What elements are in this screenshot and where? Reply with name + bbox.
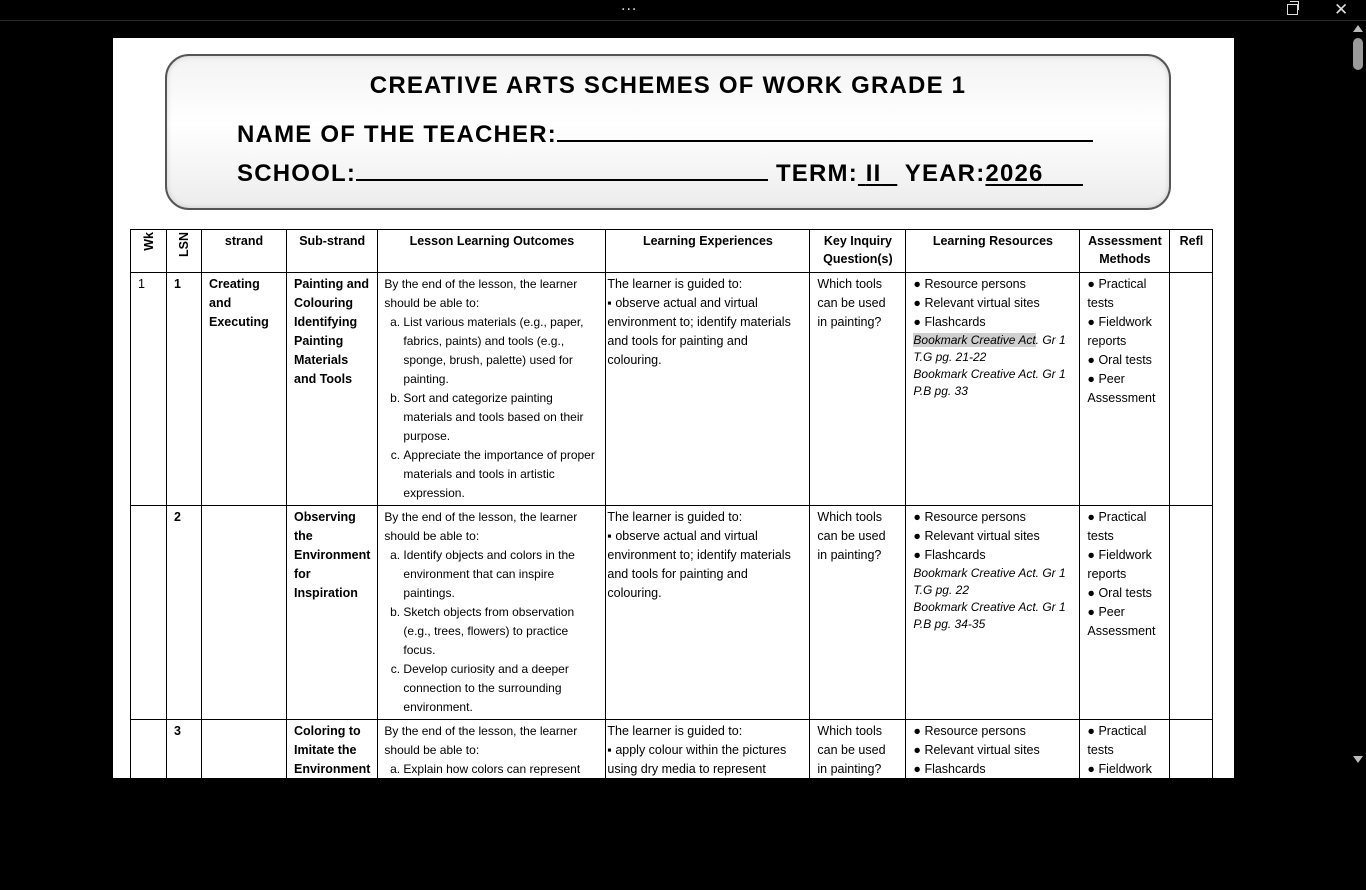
cell-assessment (1080, 273, 1170, 506)
scroll-down-arrow-icon[interactable] (1353, 756, 1363, 763)
window-titlebar (0, 0, 1366, 20)
resource-item: ● Flashcards (913, 313, 1072, 332)
col-header-refl: Refl (1170, 230, 1213, 273)
highlighted-text: Bookmark Creative Act (913, 333, 1036, 347)
outcome-item: a. Explain how colors can represent real-world objects. (403, 760, 601, 798)
cell-assessment (1080, 506, 1170, 720)
document-title: CREATIVE ARTS SCHEMES OF WORK GRADE 1 (369, 72, 967, 99)
cell-strand (202, 506, 287, 720)
cell-wk (131, 720, 167, 890)
scrollbar-thumb[interactable] (1353, 38, 1363, 70)
table-row (131, 273, 1213, 506)
experience-tail: the environment. (607, 800, 701, 814)
restore-window-icon[interactable] (1287, 4, 1298, 15)
col-header-lsn: LSN (167, 230, 202, 273)
outcome-item: b. Sketch objects from observation (e.g., trees, flowers) to practice focus. (403, 603, 601, 660)
resource-item: ● Resource persons (913, 722, 1072, 741)
resource-item: ● Flashcards (913, 760, 1072, 779)
cell-refl (1170, 506, 1213, 720)
table-row (131, 720, 1213, 890)
outcome-item: b. Sort and categorize painting materials and tools based on their purpose. (403, 389, 601, 446)
header-banner (165, 54, 1171, 210)
table-row (131, 506, 1213, 720)
col-header-wk: Wk (131, 230, 167, 273)
cell-substrand: Coloring to Imitate the Environment (287, 720, 378, 890)
cell-resources (906, 506, 1080, 720)
more-options-icon[interactable]: ··· (621, 2, 638, 18)
cell-outcomes (378, 720, 606, 890)
outcome-item: a. Identify objects and colors in the environment that can inspire paintings. (403, 546, 601, 603)
resource-item: ● Relevant virtual sites (913, 527, 1072, 546)
col-header-resources: Learning Resources (906, 230, 1080, 273)
school-label: SCHOOL: (237, 160, 357, 187)
teacher-line (237, 120, 1093, 149)
cell-wk (131, 506, 167, 720)
cell-lsn: 1 (167, 273, 202, 506)
cell-refl (1170, 720, 1213, 890)
col-header-strand: strand (202, 230, 287, 273)
experience-intro: The learner is guided to: (607, 724, 743, 738)
resource-item: ● Flashcards (913, 546, 1072, 565)
cell-strand: Creating and Executing (202, 273, 287, 506)
outcome-item: c. Develop curiosity and a deeper connection to the surrounding environment. (403, 660, 601, 717)
ref-teachers-guide: Bookmark Creative Act. Gr 1 T.G pg. 21-22 (913, 333, 1066, 364)
col-header-kiq: Key Inquiry Question(s) (810, 230, 906, 273)
ref-teachers-guide: Bookmark Creative Act. Gr 1 T.G pg. 22 (913, 780, 1066, 811)
outcome-intro: By the end of the lesson, the learner should be able to: (384, 510, 578, 543)
assessment-item: ● Peer Assessment (1087, 370, 1162, 408)
resource-item: ● Resource persons (913, 508, 1072, 527)
cell-kiq: Which tools can be used in painting? (810, 720, 906, 890)
assessment-item: ● Oral tests (1087, 584, 1162, 603)
col-header-assessment: Assessment Methods (1080, 230, 1170, 273)
school-blank (356, 159, 768, 181)
cell-lsn: 3 (167, 720, 202, 890)
col-header-outcomes: Lesson Learning Outcomes (378, 230, 606, 273)
term-label: TERM: (775, 160, 858, 187)
year-value: 2026 (985, 160, 1044, 187)
resource-item: ● Relevant virtual sites (913, 741, 1072, 760)
school-line (237, 159, 1083, 188)
schemes-table (130, 229, 1213, 890)
cell-resources (906, 273, 1080, 506)
cell-substrand: Observing the Environment for Inspiration (287, 506, 378, 720)
teacher-blank (557, 120, 1093, 142)
cell-substrand: Painting and Colouring Identifying Painting Materials and Tools (287, 273, 378, 506)
ref-teachers-guide: Bookmark Creative Act. Gr 1 T.G pg. 22 (913, 566, 1066, 597)
cell-assessment (1080, 720, 1170, 890)
cell-resources (906, 720, 1080, 890)
term-value: II (865, 160, 882, 187)
cell-wk: 1 (131, 273, 167, 506)
assessment-item: ● Practical tests (1087, 275, 1162, 313)
assessment-item: ● Oral tests (1087, 798, 1162, 817)
ref-pupils-book: Bookmark Creative Act. Gr 1 P.B pg. 33 (913, 367, 1066, 398)
col-header-substrand: Sub-strand (287, 230, 378, 273)
outcome-intro: By the end of the lesson, the learner should be able to: (384, 277, 578, 310)
resource-item: ● Resource persons (913, 275, 1072, 294)
document-page (113, 38, 1234, 871)
assessment-item: ● Peer Assessment (1087, 603, 1162, 641)
cell-lsn: 2 (167, 506, 202, 720)
col-header-experiences: Learning Experiences (606, 230, 810, 273)
ref-pupils-book: Bookmark Creative Act. Gr 1 P.B pg. 34-35 (913, 600, 1066, 631)
assessment-item: ● Practical tests (1087, 722, 1162, 760)
cell-outcomes (378, 506, 606, 720)
outcome-intro: By the end of the lesson, the learner should be able to: (384, 724, 578, 757)
ref-pupils-book: Bookmark Creative Act. Gr 1 P.B pg. 34-35 (913, 814, 1066, 845)
experience-intro: The learner is guided to: (607, 277, 743, 291)
experience-intro: The learner is guided to: (607, 510, 743, 524)
assessment-item: ● Fieldwork reports (1087, 546, 1162, 584)
cell-strand (202, 720, 287, 890)
vertical-scrollbar[interactable] (1350, 21, 1366, 768)
cell-experiences (606, 273, 810, 506)
cell-kiq: Which tools can be used in painting? (810, 506, 906, 720)
cell-kiq: Which tools can be used in painting? (810, 273, 906, 506)
outcome-item: c. Appreciate the importance of proper materials and tools in artistic expression. (403, 446, 601, 503)
assessment-item: ● Practical tests (1087, 508, 1162, 546)
table-header-row (131, 230, 1213, 273)
cell-refl (1170, 273, 1213, 506)
resource-item: ● Relevant virtual sites (913, 294, 1072, 313)
cell-experiences (606, 720, 810, 890)
outcome-item: c. Enjoy using color as a creative and (403, 855, 601, 874)
experience-item: ▪ apply colour within the pictures using dry media to represent colours of objects in (607, 743, 787, 795)
experience-item: ▪ observe actual and virtual environment to; identify materials and tools for painting and colouring. (607, 529, 791, 600)
year-label: YEAR: (904, 160, 986, 187)
cell-outcomes (378, 273, 606, 506)
outcome-item: a. List various materials (e.g., paper, fabrics, paints) and tools (e.g., sponge, brush, palette) used for painting. (403, 313, 601, 389)
assessment-item: ● Fieldwork reports (1087, 313, 1162, 351)
assessment-item: ● Oral tests (1087, 351, 1162, 370)
assessment-item: ● Peer Assessment (1087, 817, 1162, 855)
teacher-label: NAME OF THE TEACHER: (237, 121, 557, 148)
close-window-icon[interactable]: ✕ (1334, 0, 1349, 20)
cell-experiences (606, 506, 810, 720)
scroll-up-arrow-icon[interactable] (1353, 25, 1363, 32)
experience-item: ▪ observe actual and virtual environment to; identify materials and tools for painting and colouring. (607, 296, 791, 367)
outcome-item: b. Apply crayons or colored pencils to fill pre-drawn pictures based on natural colors. (403, 798, 601, 855)
assessment-item: ● Fieldwork reports (1087, 760, 1162, 798)
titlebar-divider (0, 20, 1366, 21)
